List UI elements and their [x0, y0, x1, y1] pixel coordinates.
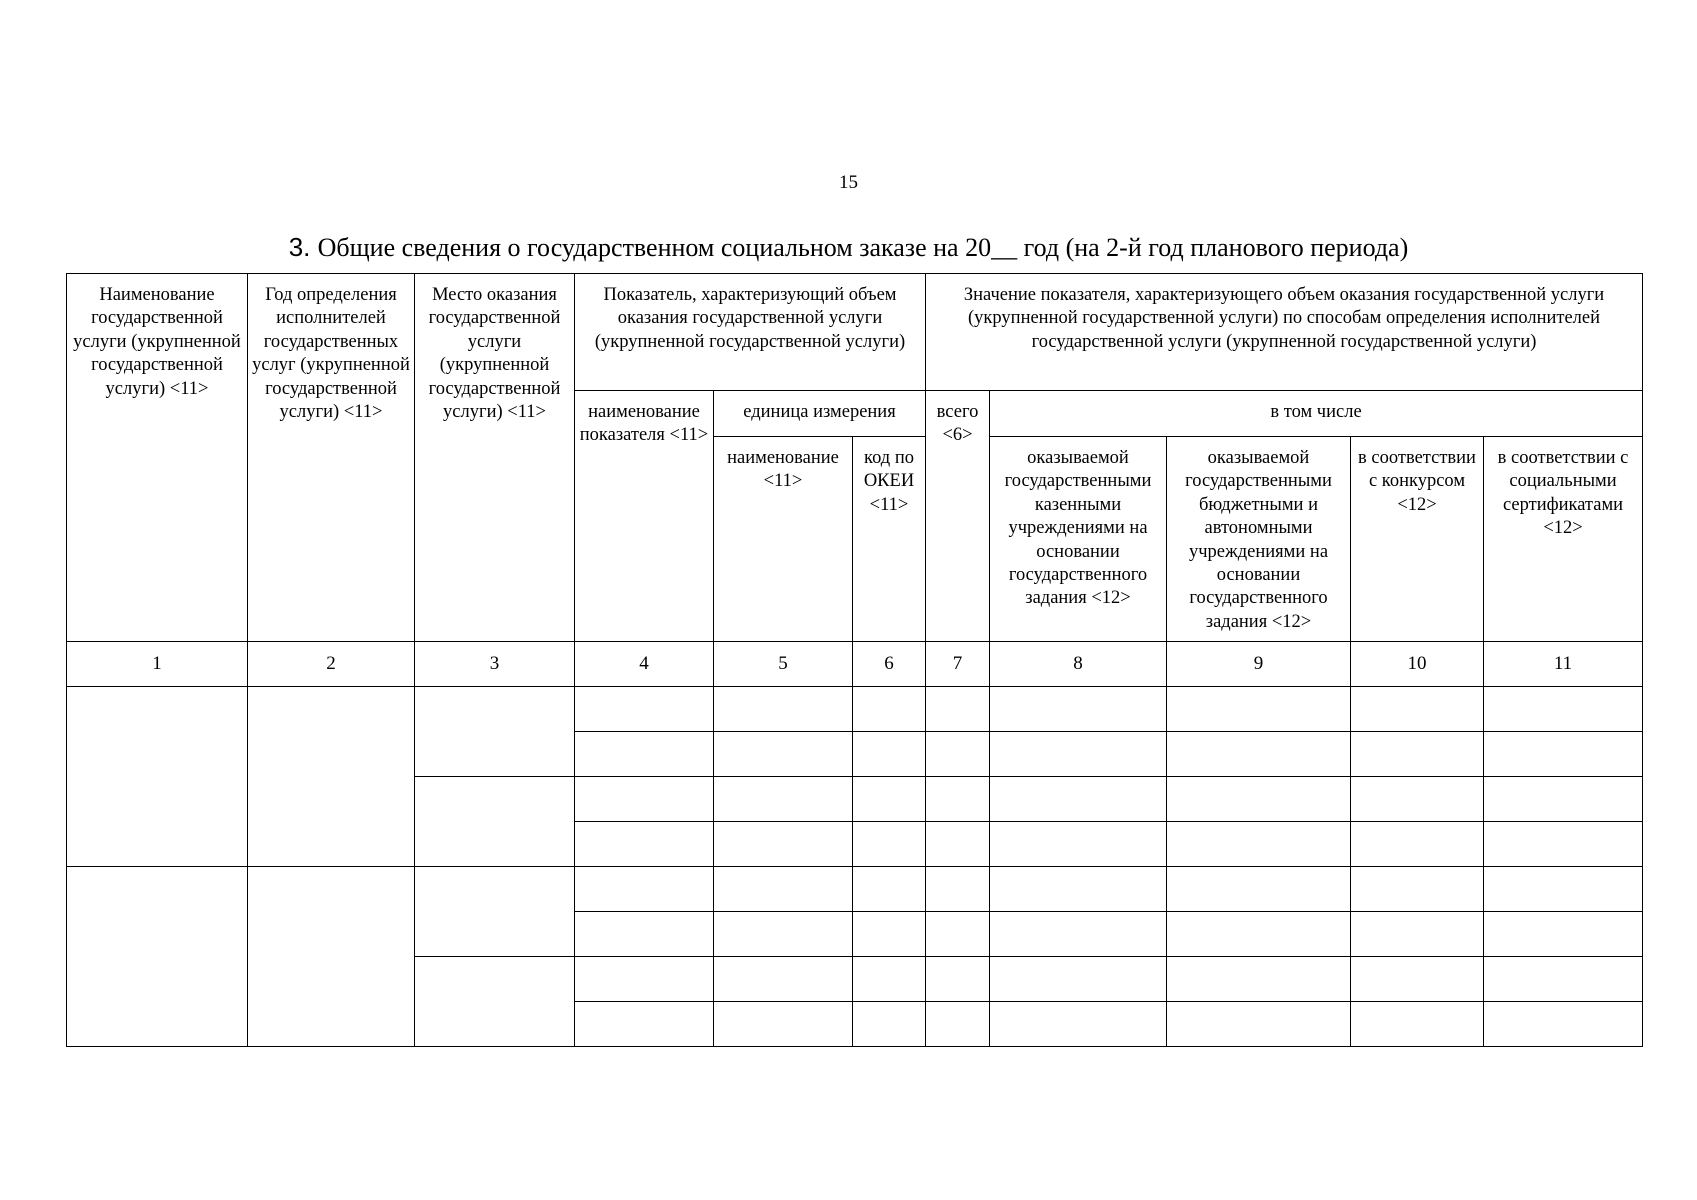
table-cell — [714, 912, 853, 957]
table-cell — [575, 1002, 714, 1047]
column-number: 3 — [415, 642, 575, 687]
service-place-cell — [415, 957, 575, 1047]
table-cell — [926, 822, 990, 867]
column-number-row — [67, 642, 1643, 687]
table-cell — [1167, 1002, 1351, 1047]
table-cell — [575, 867, 714, 912]
table-cell — [714, 687, 853, 732]
table-cell — [853, 822, 926, 867]
title-text: Общие сведения о государственном социальном заказе на 20__ год (на 2-й год планового периода) — [317, 233, 1409, 262]
table-cell — [990, 732, 1167, 777]
table-cell — [926, 912, 990, 957]
table-cell — [1351, 822, 1484, 867]
social-order-table — [66, 273, 1643, 1047]
table-cell — [853, 777, 926, 822]
column-number: 5 — [714, 642, 853, 687]
table-cell — [1351, 957, 1484, 1002]
table-cell — [1351, 912, 1484, 957]
column-number: 1 — [67, 642, 248, 687]
column-number: 11 — [1484, 642, 1643, 687]
table-cell — [575, 912, 714, 957]
header-indicator-name: наименование показателя <11> — [575, 391, 714, 642]
table-cell — [926, 687, 990, 732]
table-cell — [714, 867, 853, 912]
table-cell — [1484, 687, 1643, 732]
table-cell — [1167, 777, 1351, 822]
service-place-cell — [415, 687, 575, 777]
service-name-cell — [67, 687, 248, 867]
table-cell — [926, 957, 990, 1002]
table-cell — [1167, 867, 1351, 912]
header-service-place: Место оказания государственной услуги (укрупненной государственной услуги) <11> — [415, 274, 575, 642]
table-cell — [1484, 822, 1643, 867]
table-cell — [853, 1002, 926, 1047]
table-cell — [926, 1002, 990, 1047]
service-name-cell — [67, 867, 248, 1047]
table-cell — [853, 732, 926, 777]
column-number: 8 — [990, 642, 1167, 687]
header-total: всего <6> — [926, 391, 990, 642]
table-cell — [1484, 732, 1643, 777]
header-budget-autonomous: оказываемой государственными бюджетными и автономными учреждениями на основании государственного задания <12> — [1167, 437, 1351, 642]
header-including: в том числе — [990, 391, 1643, 437]
table-cell — [1167, 687, 1351, 732]
table-cell — [1167, 912, 1351, 957]
table-cell — [1351, 777, 1484, 822]
document-title — [0, 232, 1697, 263]
table-cell — [926, 777, 990, 822]
table-cell — [1484, 957, 1643, 1002]
table-cell — [714, 777, 853, 822]
header-unit-group: единица измерения — [714, 391, 926, 437]
header-social-certificates: в соответствии с социальными сертификатами <12> — [1484, 437, 1643, 642]
table-cell — [990, 912, 1167, 957]
table-cell — [575, 822, 714, 867]
column-number: 4 — [575, 642, 714, 687]
column-number: 7 — [926, 642, 990, 687]
table-cell — [926, 867, 990, 912]
header-service-name: Наименование государственной услуги (укрупненной государственной услуги) <11> — [67, 274, 248, 642]
column-number: 10 — [1351, 642, 1484, 687]
column-number: 6 — [853, 642, 926, 687]
header-indicator-group: Показатель, характеризующий объем оказания государственной услуги (укрупненной государственной услуги) — [575, 274, 926, 391]
header-value-group: Значение показателя, характеризующего объем оказания государственной услуги (укрупненной государственной услуги) по способам определения исполнителей государственной услуги (укрупненной государственной услуги) — [926, 274, 1643, 391]
executor-year-cell — [248, 867, 415, 1047]
table-cell — [714, 1002, 853, 1047]
table-cell — [575, 687, 714, 732]
table-cell — [990, 1002, 1167, 1047]
table-cell — [575, 732, 714, 777]
service-place-cell — [415, 867, 575, 957]
header-unit-okei: код по ОКЕИ <11> — [853, 437, 926, 642]
table-cell — [926, 732, 990, 777]
table-cell — [853, 687, 926, 732]
table-cell — [714, 822, 853, 867]
table-cell — [575, 957, 714, 1002]
table-cell — [714, 732, 853, 777]
executor-year-cell — [248, 687, 415, 867]
table-cell — [990, 867, 1167, 912]
table-cell — [1351, 867, 1484, 912]
column-number: 2 — [248, 642, 415, 687]
table-cell — [990, 687, 1167, 732]
table-cell — [990, 957, 1167, 1002]
table-cell — [990, 777, 1167, 822]
table-cell — [1484, 867, 1643, 912]
table-cell — [1351, 687, 1484, 732]
table-cell — [1484, 777, 1643, 822]
table-cell — [1484, 912, 1643, 957]
header-state-treasury: оказываемой государственными казенными учреждениями на основании государственного задания <12> — [990, 437, 1167, 642]
header-unit-name: наименование <11> — [714, 437, 853, 642]
table-cell — [853, 957, 926, 1002]
table-cell — [714, 957, 853, 1002]
table-cell — [1351, 1002, 1484, 1047]
title-number: 3. — [288, 232, 311, 262]
table-cell — [1167, 957, 1351, 1002]
table-row — [67, 867, 1643, 912]
column-number: 9 — [1167, 642, 1351, 687]
header-executor-year: Год определения исполнителей государственных услуг (укрупненной государственной услуги) <11> — [248, 274, 415, 642]
page-number: 15 — [839, 172, 858, 193]
table-cell — [1484, 1002, 1643, 1047]
table-row — [67, 687, 1643, 732]
table-cell — [990, 822, 1167, 867]
table-cell — [1351, 732, 1484, 777]
table-cell — [853, 867, 926, 912]
table-cell — [1167, 822, 1351, 867]
table-cell — [1167, 732, 1351, 777]
table-cell — [575, 777, 714, 822]
service-place-cell — [415, 777, 575, 867]
table-cell — [853, 912, 926, 957]
header-competition: в соответствии с конкурсом <12> — [1351, 437, 1484, 642]
